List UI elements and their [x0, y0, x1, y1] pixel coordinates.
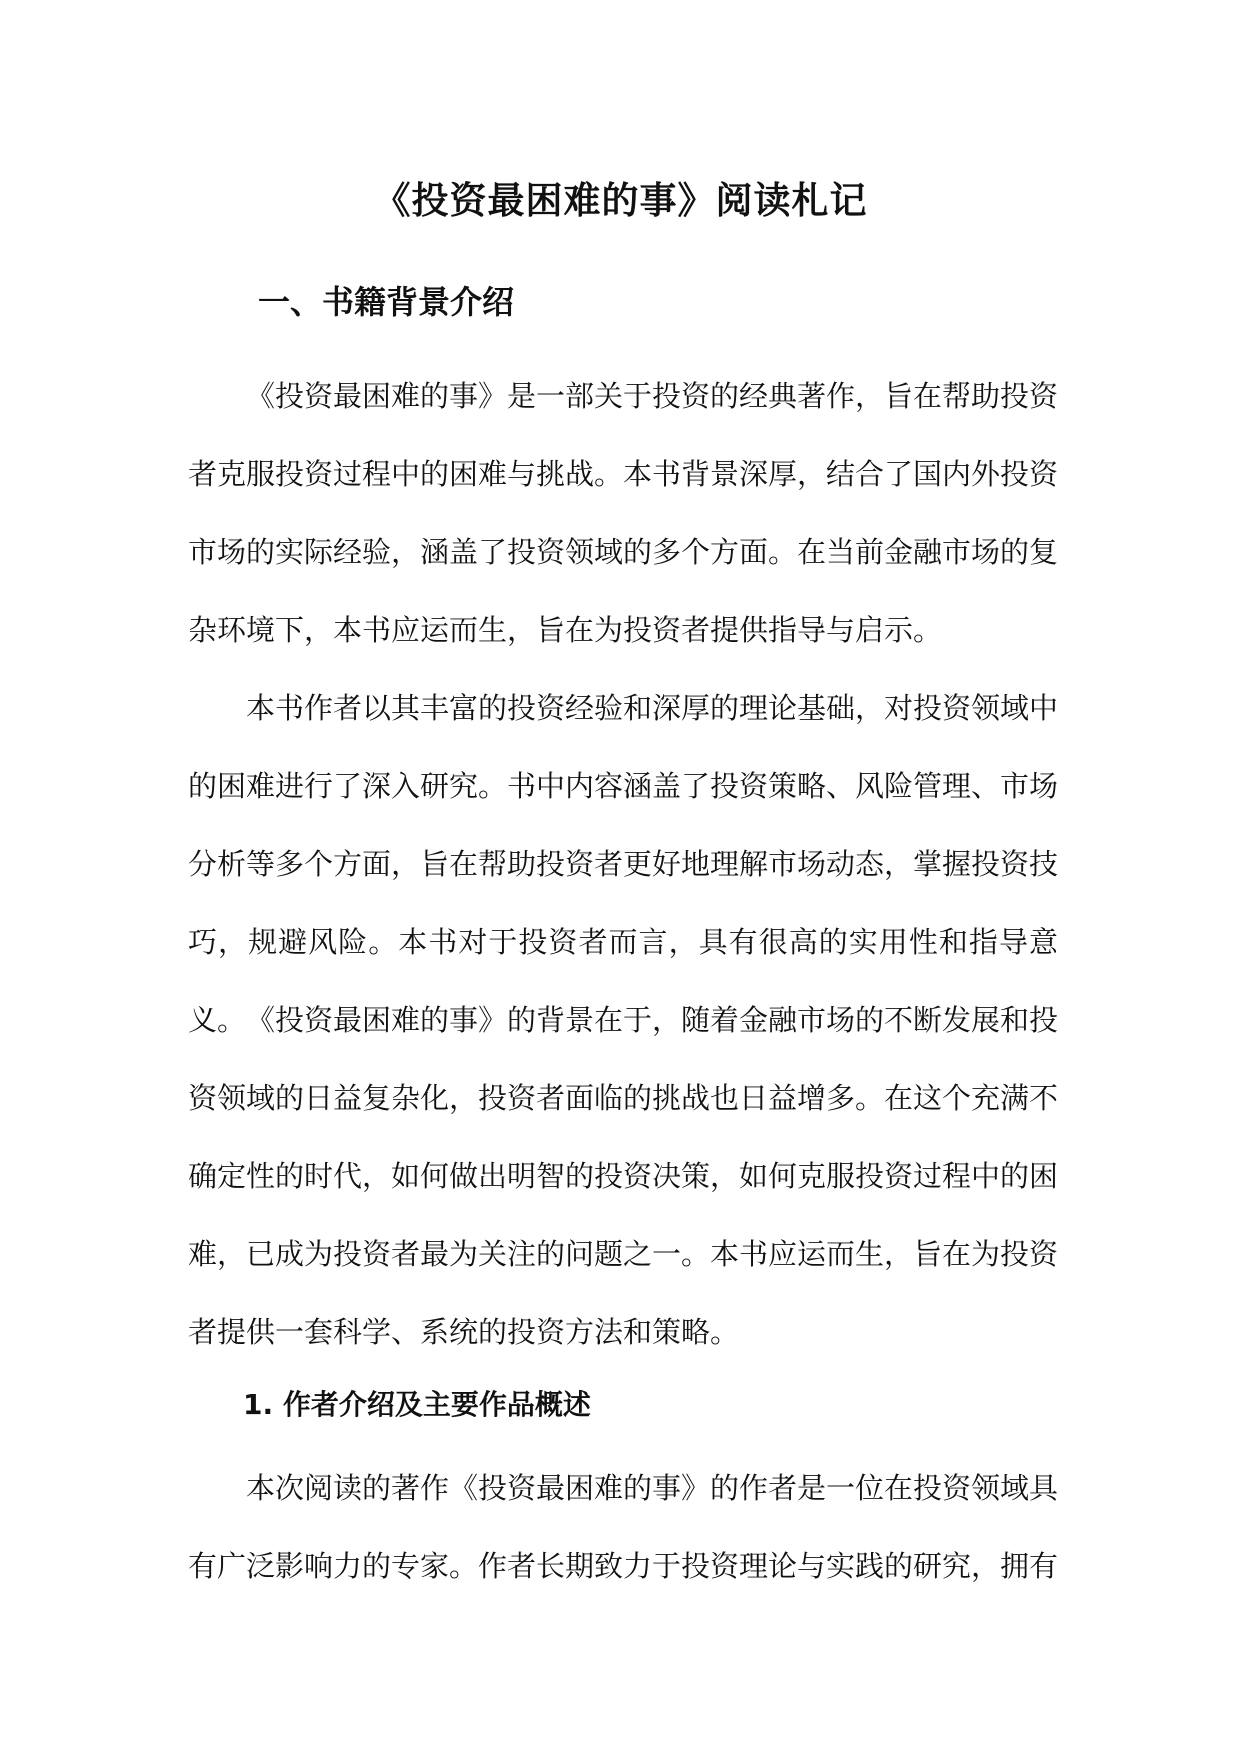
body-paragraph: 《投资最困难的事》是一部关于投资的经典著作，旨在帮助投资者克服投资过程中的困难与挑战。本书背景深厚，结合了国内外投资市场的实际经验，涵盖了投资领域的多个方面。在当前金融市场的复杂环境下，本书应运而生，旨在为投资者提供指导与启示。 — [188, 379, 1059, 647]
section-heading: 一、书籍背景介绍 — [258, 283, 515, 321]
body-paragraph: 《投资最困难的事》的背景在于，随着金融市场的不断发展和投资领域的日益复杂化，投资者面临的挑战也日益增多。在这个充满不确定性的时代，如何做出明智的投资决策，如何克服投资过程中的困难，已成为投资者最为关注的问题之一。本书应运而生，旨在为投资者提供一套科学、系统的投资方法和策略。 — [188, 1003, 1059, 1349]
body-paragraph: 本书作者以其丰富的投资经验和深厚的理论基础，对投资领域中的困难进行了深入研究。书中内容涵盖了投资策略、风险管理、市场分析等多个方面，旨在帮助投资者更好地理解市场动态，掌握投资技巧，规避风险。本书对于投资者而言，具有很高的实用性和指导意义。 — [188, 691, 1059, 1037]
subsection-heading: 1. 作者介绍及主要作品概述 — [243, 1388, 591, 1421]
page-title: 《投资最困难的事》阅读札记 — [373, 177, 868, 222]
body-paragraph: 本次阅读的著作《投资最困难的事》的作者是一位在投资领域具有广泛影响力的专家。作者长期致力于投资理论与实践的研究，拥有 — [188, 1471, 1059, 1583]
